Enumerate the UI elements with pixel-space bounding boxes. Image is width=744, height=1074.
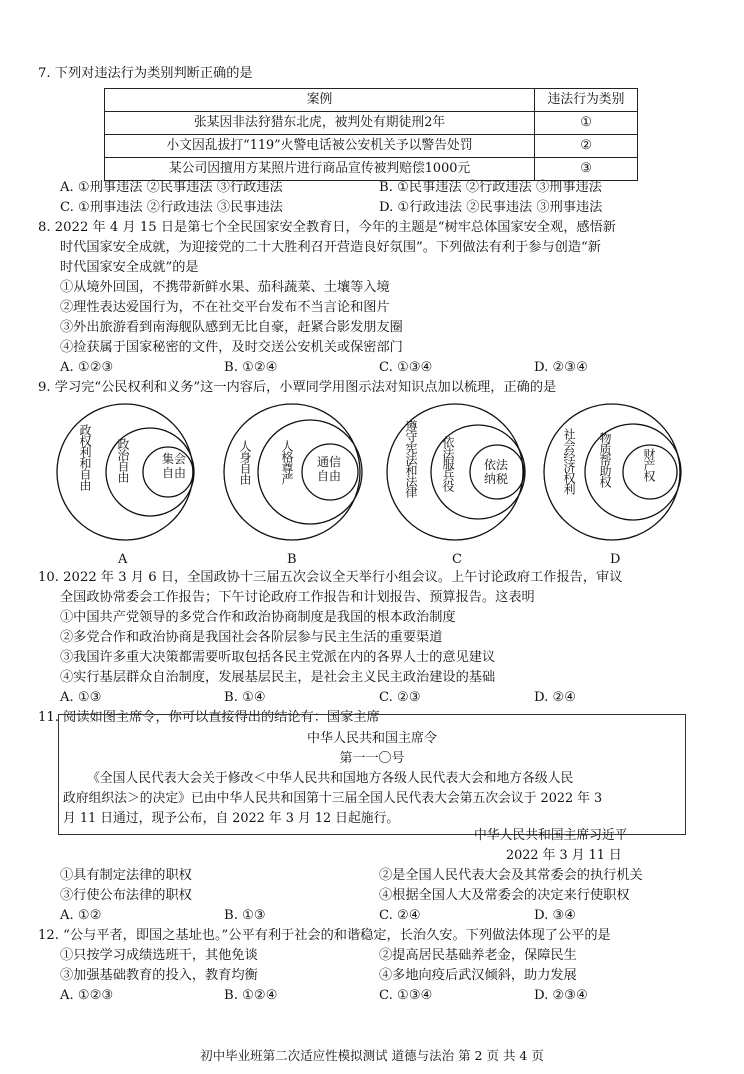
diagram-a-inner-label: 集会自由	[162, 452, 187, 480]
diagram-b-inner-label: 通信自由	[317, 455, 342, 483]
diagram-b-middle-label: 人格尊严	[280, 440, 294, 484]
q7-option-c: C. ①刑事违法 ②行政违法 ③民事违法	[60, 200, 283, 215]
q8-stem-line-2: 时代国家安全成就，为迎接党的二十大胜利召开营造良好氛围”。下列做法有利于参与创造“新	[60, 240, 601, 255]
decree-body-line-2: 政府组织法＞的决定》已由中华人民共和国第十三届全国人民代表大会第五次会议于 2022 年 3	[63, 791, 603, 806]
q12-stem: 12. “公与平者，即国之基址也。”公平有利于社会的和谐稳定，长治久安。下列做法体现了公平的是	[38, 928, 611, 943]
table-header-case: 案例	[105, 89, 535, 112]
q8-item-1: ①从境外回国，不携带新鲜水果、茄科蔬菜、土壤等入境	[60, 280, 390, 295]
diagram-a-outer-label: 政权利和自由	[78, 424, 92, 490]
decree-title: 中华人民共和国主席令	[306, 731, 437, 746]
q9-stem: 9. 学习完“公民权利和义务”这一内容后，小覃同学用图示法对知识点加以梳理，正确的是	[38, 380, 557, 395]
decree-number: 第一一〇号	[339, 751, 405, 766]
q12-option-d: D. ②③④	[534, 988, 588, 1003]
q12-option-a: A. ①②③	[60, 988, 114, 1003]
q10-option-d: D. ②④	[534, 690, 577, 705]
diagram-d-middle-label: 物质帮助权	[598, 432, 612, 487]
table-cell: ③	[535, 158, 638, 181]
q7-option-b: B. ①民事违法 ②行政违法 ③刑事违法	[379, 180, 602, 195]
q11-decree-box	[58, 714, 686, 835]
decree-body-line-1: 《全国人民代表大会关于修改＜中华人民共和国地方各级人民代表大会和地方各级人民	[87, 771, 574, 786]
q8-option-c: C. ①③④	[379, 360, 433, 375]
q10-stem-line-2: 全国政协常委会工作报告；下午讨论政府工作报告和计划报告、预算报告。这表明	[60, 590, 535, 605]
q11-option-a: A. ①②	[60, 908, 102, 923]
q8-item-2: ②理性表达爱国行为，不在社交平台发布不当言论和图片	[60, 300, 390, 315]
q12-item-4: ④多地向疫后武汉倾斜，助力发展	[379, 968, 577, 983]
q8-option-d: D. ②③④	[534, 360, 588, 375]
table-cell: 某公司因擅用方某照片进行商品宣传被判赔偿1000元	[105, 158, 535, 181]
q12-item-2: ②提高居民基础养老金，保障民生	[379, 948, 577, 963]
q12-item-1: ①只按学习成绩选班干，其他免谈	[60, 948, 258, 963]
q11-item-4: ④根据全国人大及常委会的决定来行使职权	[379, 888, 630, 903]
q8-option-a: A. ①②③	[60, 360, 114, 375]
q12-option-c: C. ①③④	[379, 988, 433, 1003]
q11-option-b: B. ①③	[224, 908, 266, 923]
table-cell: ②	[535, 135, 638, 158]
q9-diagrams-svg	[0, 398, 744, 558]
q10-item-2: ②多党合作和政治协商是我国社会各阶层参与民主生活的重要渠道	[60, 630, 443, 645]
q11-stem: 11. 阅读如图主席令，你可以直接得出的结论有：国家主席	[38, 710, 380, 725]
diagram-a-middle-label: 政治自由	[116, 438, 130, 482]
q11-item-3: ③行使公布法律的职权	[60, 888, 192, 903]
diagram-d-letter: D	[610, 552, 621, 567]
q10-item-1: ①中国共产党领导的多党合作和政治协商制度是我国的根本政治制度	[60, 610, 456, 625]
diagram-c-letter: C	[452, 552, 462, 567]
diagram-c-inner-label: 依法纳税	[484, 458, 509, 486]
diagram-c-middle-label: 依法服兵役	[441, 436, 455, 491]
table-row	[105, 135, 638, 158]
table-cell: 张某因非法狩猎东北虎，被判处有期徒刑2年	[105, 112, 535, 135]
q8-item-4: ④捡获属于国家秘密的文件，及时交送公安机关或保密部门	[60, 340, 403, 355]
page-footer: 初中毕业班第二次适应性模拟测试 道德与法治 第 2 页 共 4 页	[200, 1048, 544, 1063]
q7-option-a: A. ①刑事违法 ②民事违法 ③行政违法	[60, 180, 283, 195]
q11-item-2: ②是全国人民代表大会及其常委会的执行机关	[379, 868, 643, 883]
decree-date: 2022 年 3 月 11 日	[506, 848, 622, 863]
q10-stem-line-1: 10. 2022 年 3 月 6 日，全国政协十三届五次会议全天举行小组会议。上午讨论政府工作报告，审议	[38, 570, 623, 585]
diagram-d-inner-label: 财产权	[642, 448, 656, 481]
table-row	[105, 112, 638, 135]
table-header-category: 违法行为类别	[535, 89, 638, 112]
diagram-b-middle-circle	[258, 420, 362, 524]
q8-option-b: B. ①②④	[224, 360, 278, 375]
q8-stem-line-1: 8. 2022 年 4 月 15 日是第七个全民国家安全教育日，今年的主题是“树牢总体国家安全观，感悟新	[38, 220, 616, 235]
diagram-a-letter: A	[118, 552, 128, 567]
table-cell: 小文因乱拔打“119”火警电话被公安机关予以警告处罚	[105, 135, 535, 158]
table-header-row	[105, 89, 638, 112]
table-cell: ①	[535, 112, 638, 135]
q12-option-b: B. ①②④	[224, 988, 278, 1003]
diagram-d-outer-label: 社会经济权利	[562, 428, 576, 494]
q11-option-c: C. ②④	[379, 908, 421, 923]
decree-signer: 中华人民共和国主席习近平	[474, 828, 628, 843]
diagram-b-outer-label: 人身自由	[238, 440, 252, 484]
q10-option-a: A. ①③	[60, 690, 102, 705]
diagram-c-outer-label: 遵守宪法和法律	[404, 420, 418, 497]
q10-item-4: ④实行基层群众自治制度，发展基层民主，是社会主义民主政治建设的基础	[60, 670, 496, 685]
q7-table	[104, 88, 638, 181]
q8-stem-line-3: 时代国家安全成就”的是	[60, 260, 199, 275]
q12-item-3: ③加强基础教育的投入，教育均衡	[60, 968, 258, 983]
decree-body-line-3: 月 11 日通过，现予公布，自 2022 年 3 月 12 日起施行。	[63, 811, 400, 826]
q11-option-d: D. ③④	[534, 908, 577, 923]
q7-stem: 7. 下列对违法行为类别判断正确的是	[38, 66, 253, 81]
q7-option-d: D. ①行政违法 ②民事违法 ③刑事违法	[379, 200, 603, 215]
q11-item-1: ①具有制定法律的职权	[60, 868, 192, 883]
q8-item-3: ③外出旅游看到南海舰队感到无比自豪，赶紧合影发朋友圈	[60, 320, 403, 335]
q10-item-3: ③我国许多重大决策都需要听取包括各民主党派在内的各界人士的意见建议	[60, 650, 496, 665]
q10-option-b: B. ①④	[224, 690, 266, 705]
q10-option-c: C. ②③	[379, 690, 421, 705]
diagram-b-letter: B	[287, 552, 297, 567]
